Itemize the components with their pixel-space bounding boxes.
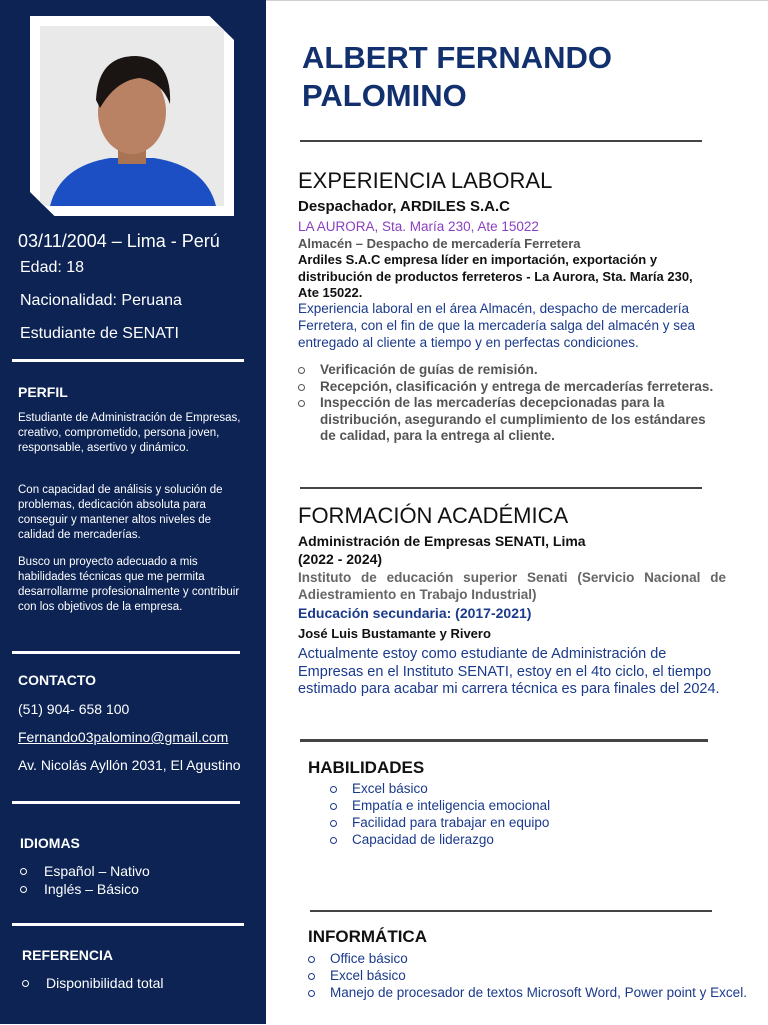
main-content [266, 0, 768, 1025]
perfil-paragraph: Con capacidad de análisis y solución de problemas, dedicación absoluta para conseguir y mantener altos niveles de calidad de mercaderías. [18, 484, 223, 541]
list-item: Inspección de las mercaderías decepcionadas para la distribución, asegurando el cumplimiento de los estándares de calidad, para la entrega al cliente. [298, 395, 718, 445]
list-item: Excel básico [330, 780, 550, 797]
referencia-list [22, 974, 164, 992]
sidebar-divider [12, 651, 240, 654]
perfil-heading: PERFIL [18, 384, 68, 400]
phone-number: (51) 904- 658 100 [18, 701, 130, 717]
person-name: ALBERT FERNANDO PALOMINO [302, 40, 612, 113]
address: Av. Nicolás Ayllón 2031, El Agustino [18, 757, 241, 773]
age-info: Edad: 18 [20, 259, 85, 276]
degree: Administración de Empresas SENATI, Lima [298, 533, 586, 549]
informatica-heading: INFORMÁTICA [308, 927, 427, 946]
list-item: Capacidad de liderazgo [330, 831, 550, 848]
perfil-paragraph: Estudiante de Administración de Empresas, creativo, comprometido, persona joven, responsable, asertivo y dinámico. [18, 412, 241, 454]
list-item: Facilidad para trabajar en equipo [330, 814, 550, 831]
person-photo-icon [40, 26, 224, 206]
student-info: Estudiante de SENATI [20, 325, 179, 342]
institute: Instituto de educación superior Senati (Servicio Nacional de Adiestramiento en Trabajo Industrial) [298, 570, 726, 602]
sidebar-divider [12, 801, 240, 804]
job-summary: Experiencia laboral en el área Almacén, despacho de mercadería Ferretera, con el fin de que la mercadería salga del almacén y sea entregado al cliente a tiempo y en perfectas condiciones. [298, 301, 695, 350]
list-item: Recepción, clasificación y entrega de mercaderías ferreteras. [298, 379, 718, 396]
list-item: Español – Nativo [20, 862, 150, 880]
birth-info: 03/11/2004 – Lima - Perú [18, 231, 220, 251]
list-item: Inglés – Básico [20, 880, 150, 898]
list-item: Manejo de procesador de textos Microsoft Word, Power point y Excel. [308, 984, 747, 1001]
job-role: Despachador, ARDILES S.A.C [298, 198, 510, 215]
job-area: Almacén – Despacho de mercadería Ferretera [298, 236, 581, 251]
profile-photo [40, 26, 224, 206]
habilidades-list [330, 780, 550, 848]
company-description: Ardiles S.A.C empresa líder en importación, exportación y distribución de productos ferreteros - La Aurora, Sta. María 230, Ate 15022. [298, 252, 693, 300]
list-item: Excel básico [308, 967, 747, 984]
school-name: José Luis Bustamante y Rivero [298, 626, 491, 641]
referencia-heading: REFERENCIA [22, 947, 114, 963]
section-divider [300, 140, 702, 142]
list-item: Disponibilidad total [22, 974, 164, 992]
degree-years: (2022 - 2024) [298, 551, 383, 567]
experiencia-heading: EXPERIENCIA LABORAL [298, 168, 553, 193]
section-divider [310, 910, 712, 912]
job-tasks [298, 362, 718, 445]
secondary-education: Educación secundaria: (2017-2021) [298, 605, 532, 621]
nationality-info: Nacionalidad: Peruana [20, 292, 182, 309]
section-divider [300, 739, 708, 742]
idiomas-heading: IDIOMAS [20, 835, 80, 851]
formacion-heading: FORMACIÓN ACADÉMICA [298, 503, 569, 528]
informatica-list [308, 950, 747, 1001]
perfil-paragraph: Busco un proyecto adecuado a mis habilidades técnicas que me permita desarrollarme profesionalmente y contribuir con los objetivos de la empresa. [18, 556, 240, 613]
list-item: Empatía e inteligencia emocional [330, 797, 550, 814]
profile-photo-frame [30, 16, 234, 216]
list-item: Verificación de guías de remisión. [298, 362, 718, 379]
habilidades-heading: HABILIDADES [308, 758, 425, 777]
section-divider [300, 487, 702, 489]
sidebar-divider [12, 923, 244, 926]
list-item: Office básico [308, 950, 747, 967]
job-location: LA AURORA, Sta. María 230, Ate 15022 [298, 219, 539, 234]
email-link[interactable]: Fernando03palomino@gmail.com [18, 729, 229, 745]
idiomas-list [20, 862, 150, 898]
sidebar-divider [12, 359, 244, 362]
sidebar [0, 0, 266, 1024]
current-status: Actualmente estoy como estudiante de Administración de Empresas en el Instituto SENATI, estoy en el 4to ciclo, el tiempo estimado para acabar mi carrera técnica es para finales del 2024. [298, 646, 720, 697]
contacto-heading: CONTACTO [18, 672, 97, 688]
